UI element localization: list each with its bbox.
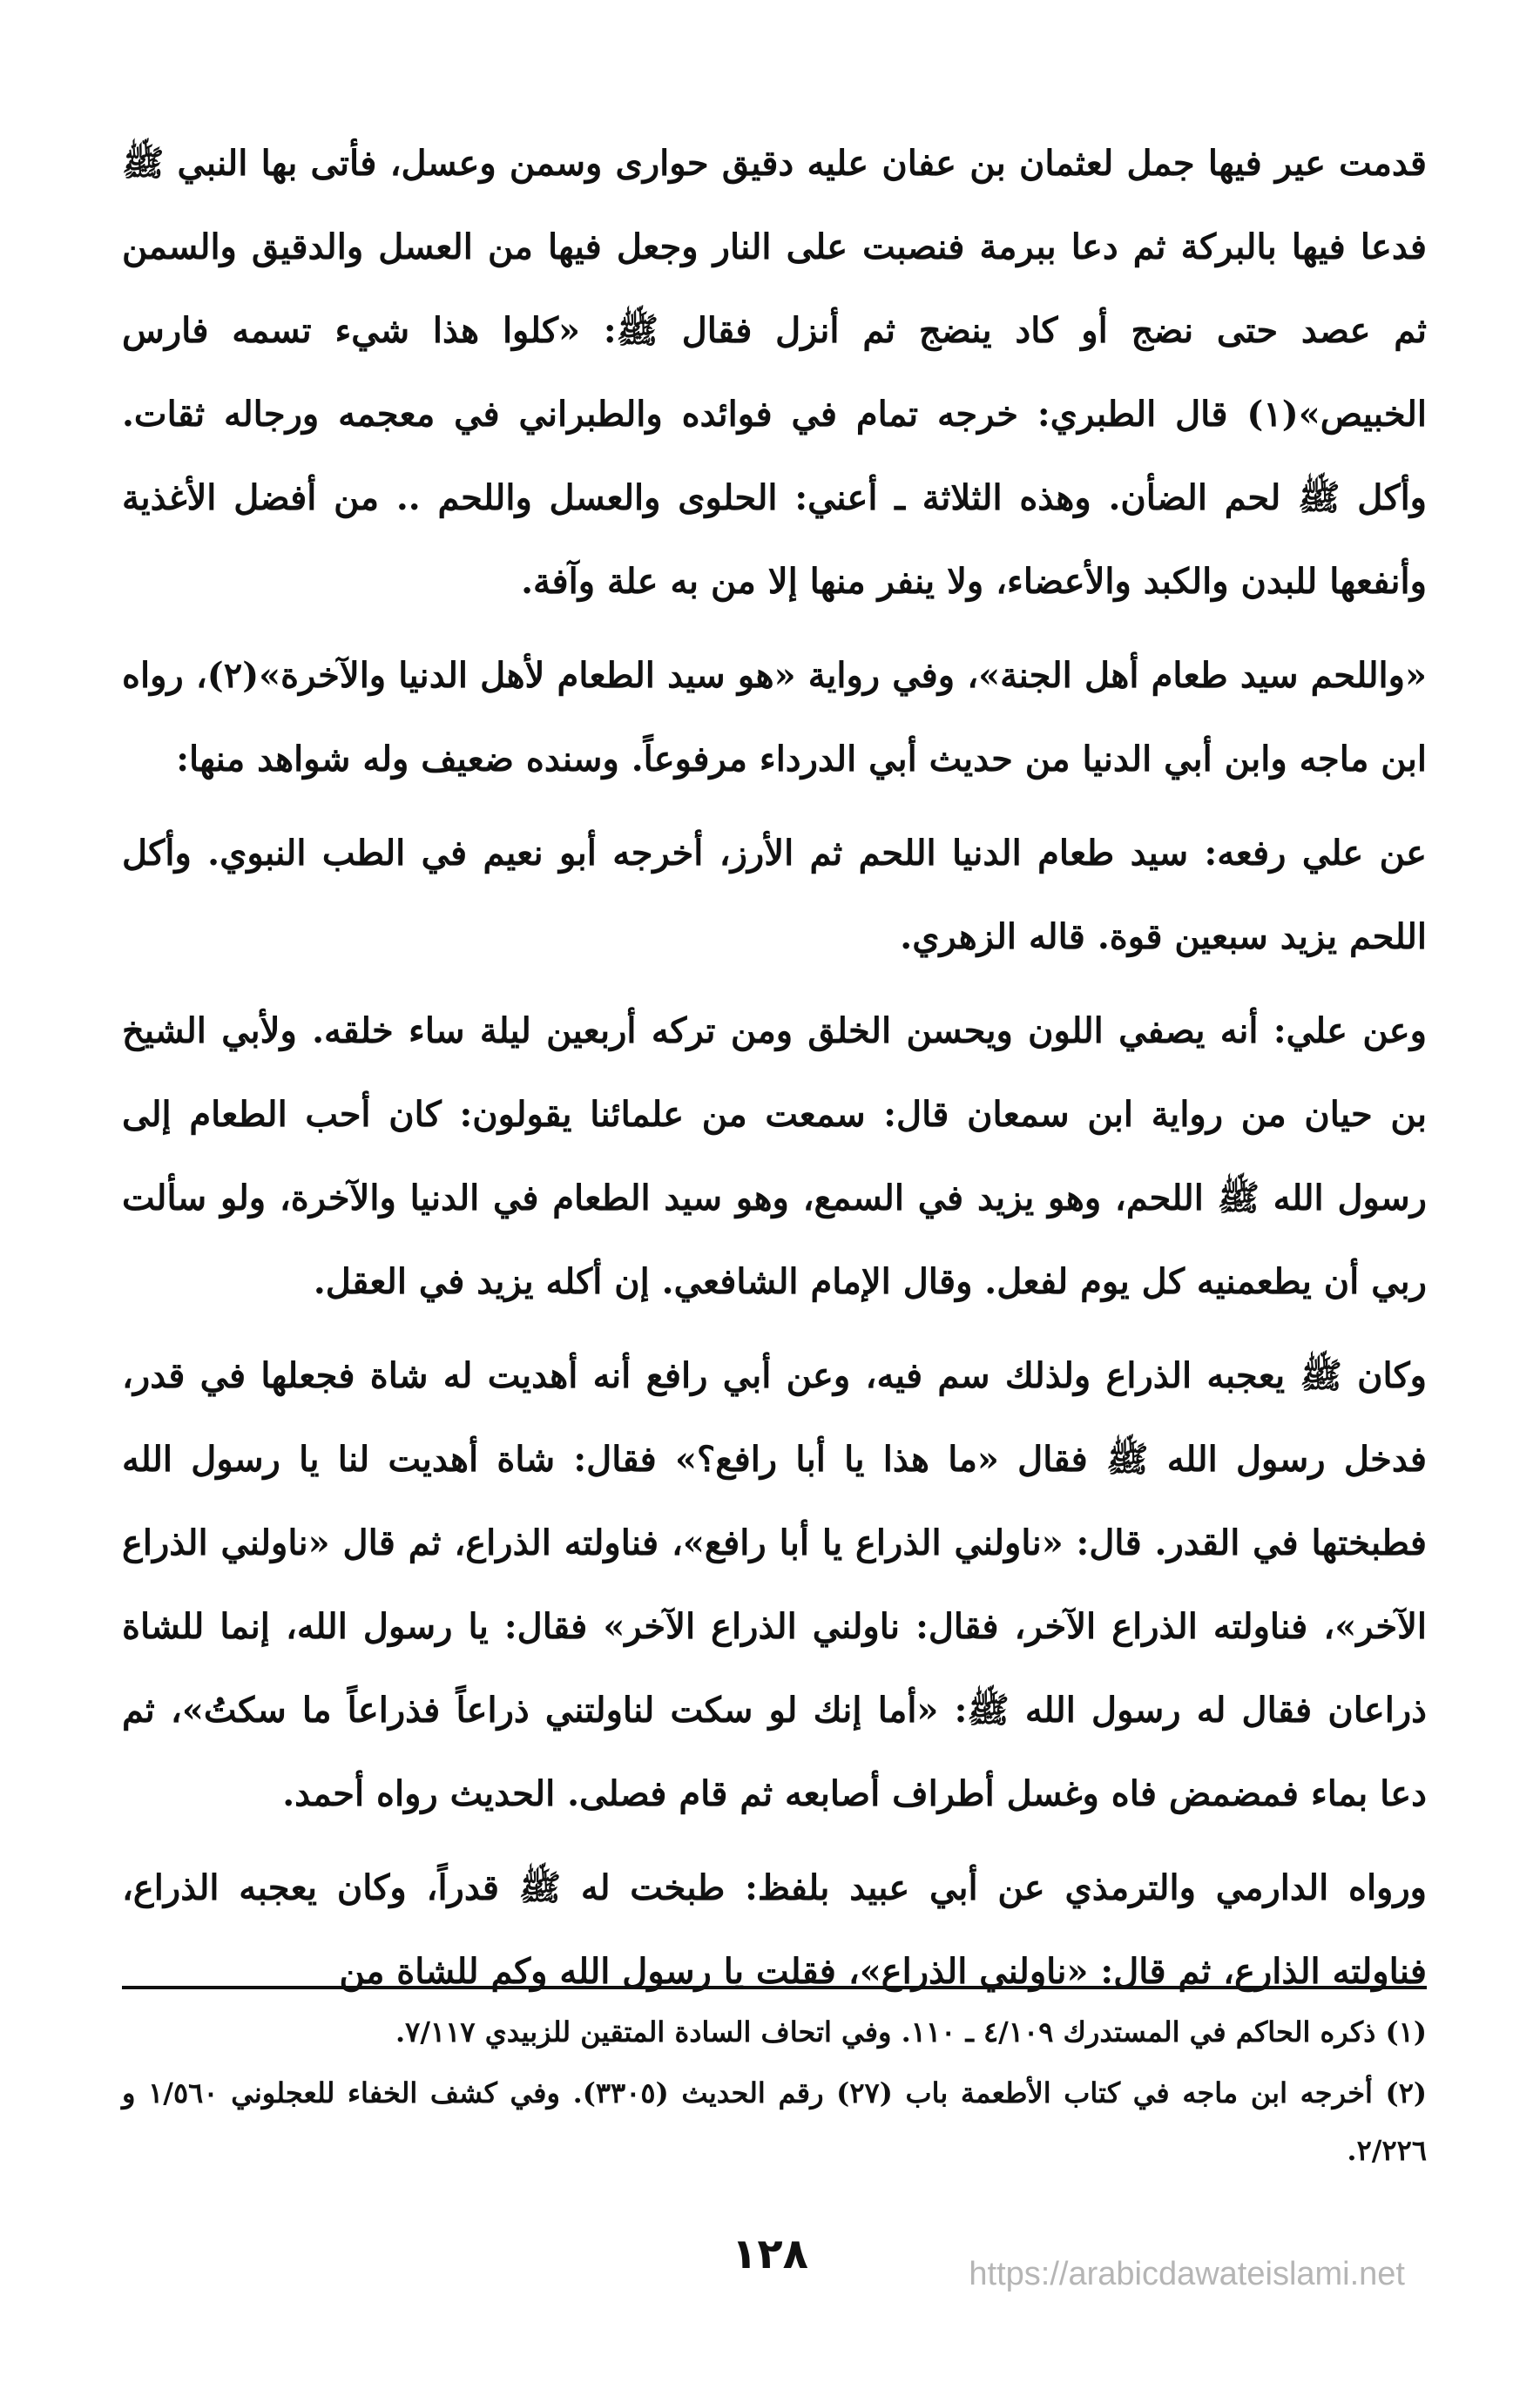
main-text: [122, 122, 1427, 2024]
footnote-1: (١) ذكره الحاكم في المستدرك ٤/١٠٩ ـ ١١٠. وفي اتحاف السادة المتقين للزبيدي ٧/١١٧.: [395, 2015, 1427, 2049]
footnote-2: (٢) أخرجه ابن ماجه في كتاب الأطعمة باب (٢٧) رقم الحديث (٣٣٠٥). وفي كشف الخفاء للعجلوني ١/٥٦٠ و ٢/٢٢٦.: [122, 2076, 1428, 2167]
footnote-divider: [122, 1986, 1427, 1989]
paragraph-2: «واللحم سيد طعام أهل الجنة»، وفي رواية «هو سيد الطعام لأهل الدنيا والآخرة»(٢)، رواه ابن ماجه وابن أبي الدنيا من حديث أبي الدرداء مرفوعاً. وسنده ضعيف وله شواهد منها:: [122, 655, 1427, 780]
paragraph-4: وعن علي: أنه يصفي اللون ويحسن الخلق ومن تركه أربعين ليلة ساء خلقه. ولأبي الشيخ بن حيان من رواية ابن سمعان قال: سمعت من علمائنا يقولون: كان أحب الطعام إلى رسول الله ﷺ اللحم، وهو يزيد في السمع، وهو سيد الطعام في الدنيا والآخرة، ولو سألت ربي أن يطعمنيه كل يوم لفعل. وقال الإمام الشافعي. إن أكله يزيد في العقل.: [122, 1010, 1428, 1302]
paragraph-6: ورواه الدارمي والترمذي عن أبي عبيد بلفظ: طبخت له ﷺ قدراً، وكان يعجبه الذراع، فناولته الذارع، ثم قال: «ناولني الذراع»، فقلت يا رسول الله وكم للشاة من: [122, 1867, 1427, 1992]
watermark-url: https://arabicdawateislami.net: [969, 2256, 1405, 2292]
footnotes: [122, 2003, 1427, 2183]
page-number: ١٢٨: [732, 2230, 808, 2278]
paragraph-1: قدمت عير فيها جمل لعثمان بن عفان عليه دقيق حوارى وسمن وعسل، فأتى بها النبي ﷺ فدعا فيها بالبركة ثم دعا ببرمة فنصبت على النار وجعل فيها من العسل والدقيق والسمن ثم عصد حتى نضج أو كاد ينضج ثم أنزل فقال ﷺ: «كلوا هذا شيء تسمه فارس الخبيص»(١) قال الطبري: خرجه تمام في فوائده والطبراني في معجمه ورجاله ثقات. وأكل ﷺ لحم الضأن. وهذه الثلاثة ـ أعني: الحلوى والعسل واللحم .. من أفضل الأغذية وأنفعها للبدن والكبد والأعضاء، ولا ينفر منها إلا من به علة وآفة.: [122, 143, 1428, 602]
paragraph-3: عن علي رفعه: سيد طعام الدنيا اللحم ثم الأرز، أخرجه أبو نعيم في الطب النبوي. وأكل اللحم يزيد سبعين قوة. قاله الزهري.: [122, 833, 1427, 957]
paragraph-5: وكان ﷺ يعجبه الذراع ولذلك سم فيه، وعن أبي رافع أنه أهديت له شاة فجعلها في قدر، فدخل رسول الله ﷺ فقال «ما هذا يا أبا رافع؟» فقال: شاة أهديت لنا يا رسول الله فطبختها في القدر. قال: «ناولني الذراع يا أبا رافع»، فناولته الذراع، ثم قال «ناولني الذراع الآخر»، فناولته الذراع الآخر، فقال: ناولني الذراع الآخر» فقال: يا رسول الله، إنما للشاة ذراعان فقال له رسول الله ﷺ: «أما إنك لو سكت لناولتني ذراعاً فذراعاً ما سكتُ»، ثم دعا بماء فمضمض فاه وغسل أطراف أصابعه ثم قام فصلى. الحديث رواه أحمد.: [122, 1355, 1427, 1814]
